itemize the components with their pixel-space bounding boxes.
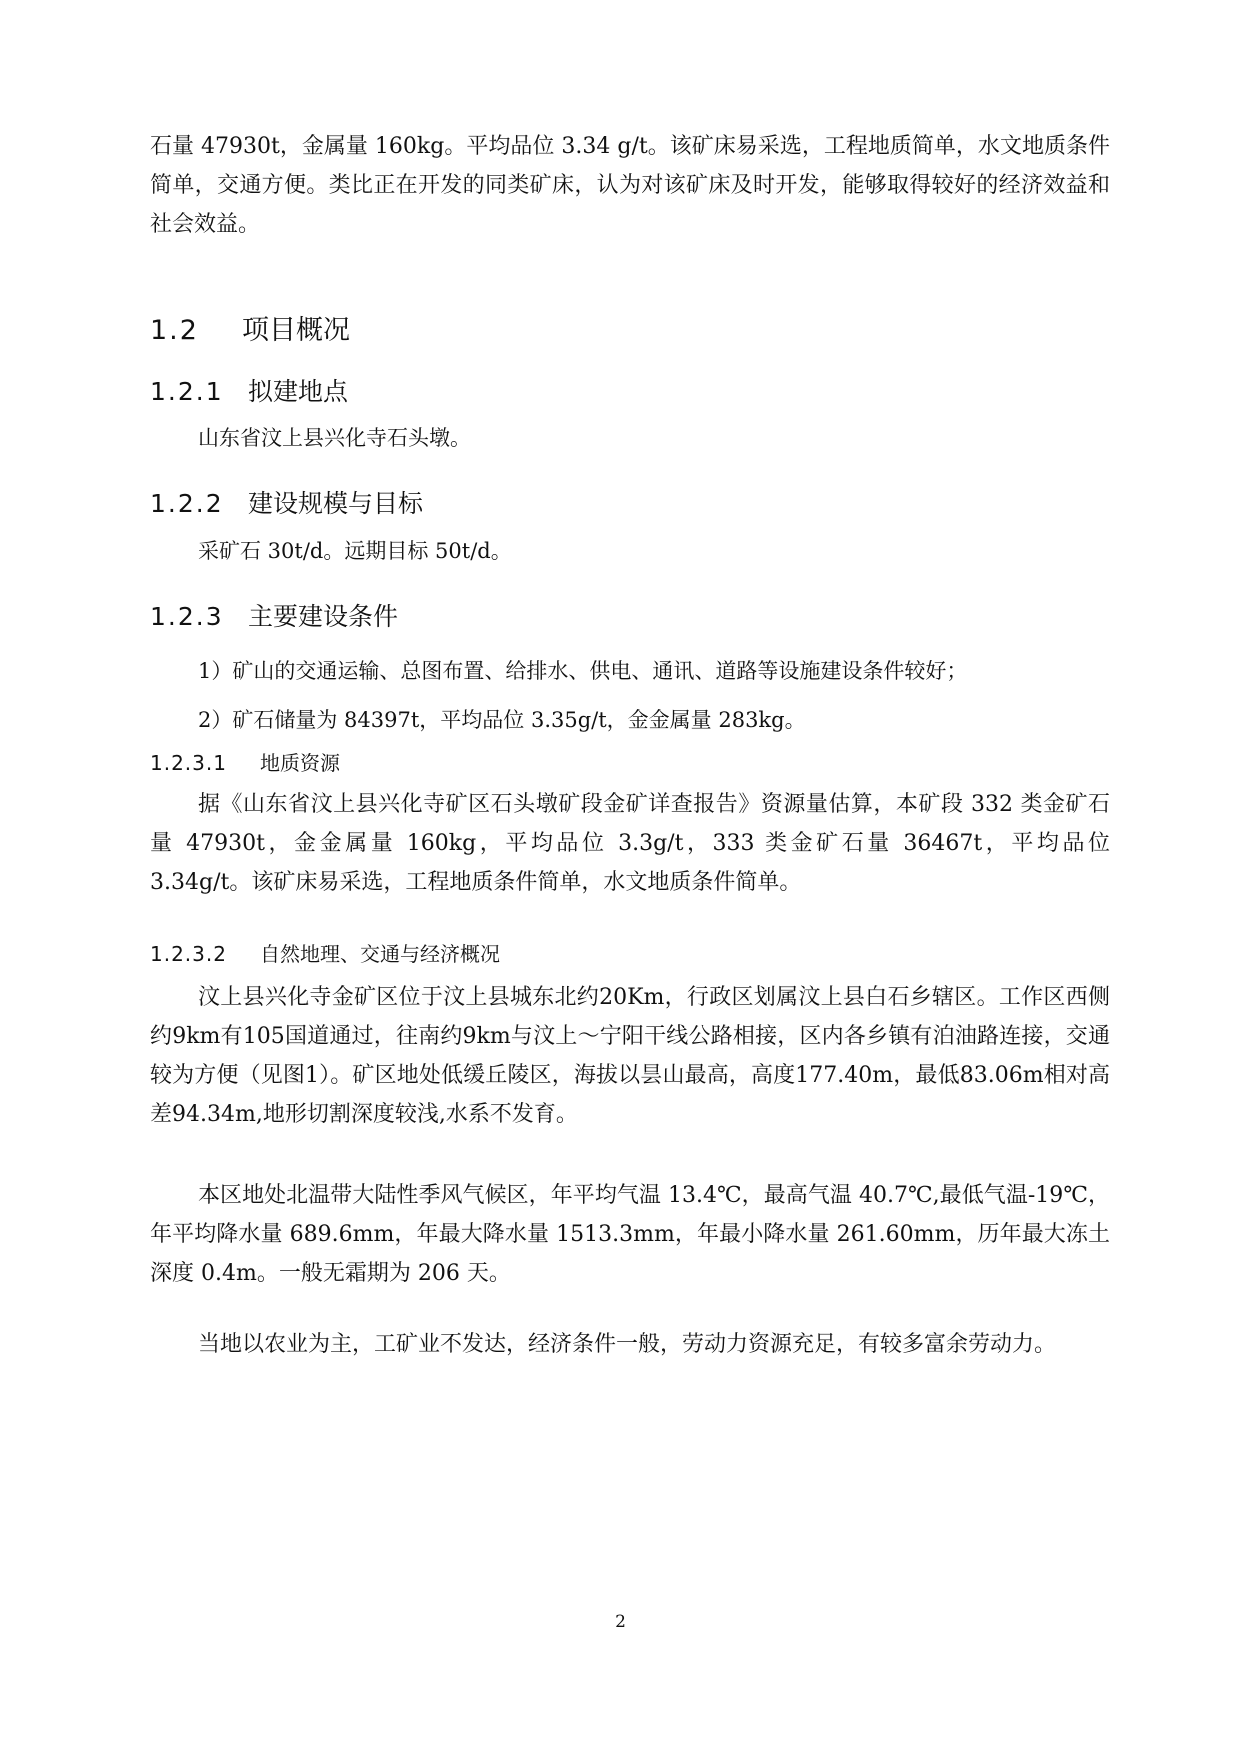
section-number: 1.2.3.2 <box>150 942 227 966</box>
condition-item: 2）矿石储量为 84397t，平均品位 3.35g/t，金金属量 283kg。 <box>198 708 806 732</box>
section-number: 1.2.3 <box>150 602 224 631</box>
section-heading-1-2-2 <box>150 484 423 520</box>
section-title: 自然地理、交通与经济概况 <box>260 942 500 966</box>
geography-paragraph: 汶上县兴化寺金矿区位于汶上县城东北约20Km，行政区划属汶上县白石乡辖区。工作区西侧约9km有105国道通过，往南约9km与汶上～宁阳干线公路相接，区内各乡镇有泊油路连接，交通较为方便（见图1）。矿区地处低缓丘陵区，海拔以昙山最高，高度177.40m，最低83.06m相对高差94.34m,地形切割深度较浅,水系不发育。 <box>150 985 1110 1127</box>
page-number: 2 <box>615 1612 626 1632</box>
intro-paragraph: 石量 47930t，金属量 160kg。平均品位 3.34 g/t。该矿床易采选，工程地质简单，水文地质条件简单，交通方便。类比正在开发的同类矿床，认为对该矿床及时开发，能够取得较好的经济效益和社会效益。 <box>150 134 1110 237</box>
section-title: 拟建地点 <box>248 377 349 406</box>
economy-paragraph: 当地以农业为主，工矿业不发达，经济条件一般，劳动力资源充足，有较多富余劳动力。 <box>198 1332 1057 1357</box>
scale-text: 采矿石 30t/d。远期目标 50t/d。 <box>198 539 512 563</box>
location-text: 山东省汶上县兴化寺石头墩。 <box>198 426 471 450</box>
section-number: 1.2.3.1 <box>150 751 227 775</box>
section-heading-1-2-3-1 <box>150 747 340 776</box>
condition-item: 1）矿山的交通运输、总图布置、给排水、供电、通讯、道路等设施建设条件较好； <box>198 659 968 683</box>
section-number: 1.2 <box>150 315 199 346</box>
section-title: 主要建设条件 <box>248 602 399 631</box>
climate-paragraph: 本区地处北温带大陆性季风气候区，年平均气温 13.4℃，最高气温 40.7℃,最低气温-19℃，年平均降水量 689.6mm，年最大降水量 1513.3mm，年最小降水量 261.60mm，历年最大冻土深度 0.4m。一般无霜期为 206 天。 <box>150 1183 1110 1286</box>
geology-paragraph: 据《山东省汶上县兴化寺矿区石头墩矿段金矿详查报告》资源量估算，本矿段 332 类金矿石量 47930t，金金属量 160kg，平均品位 3.3g/t，333 类金矿石量 36467t，平均品位 3.34g/t。该矿床易采选，工程地质条件简单，水文地质条件简单。 <box>150 792 1110 895</box>
section-title: 地质资源 <box>260 751 340 775</box>
section-title: 建设规模与目标 <box>248 489 424 518</box>
section-heading-1-2 <box>150 308 350 347</box>
section-number: 1.2.1 <box>150 377 224 406</box>
section-heading-1-2-3 <box>150 597 398 633</box>
section-heading-1-2-1 <box>150 372 348 408</box>
section-title: 项目概况 <box>242 315 350 346</box>
section-heading-1-2-3-2 <box>150 938 500 967</box>
section-number: 1.2.2 <box>150 489 224 518</box>
